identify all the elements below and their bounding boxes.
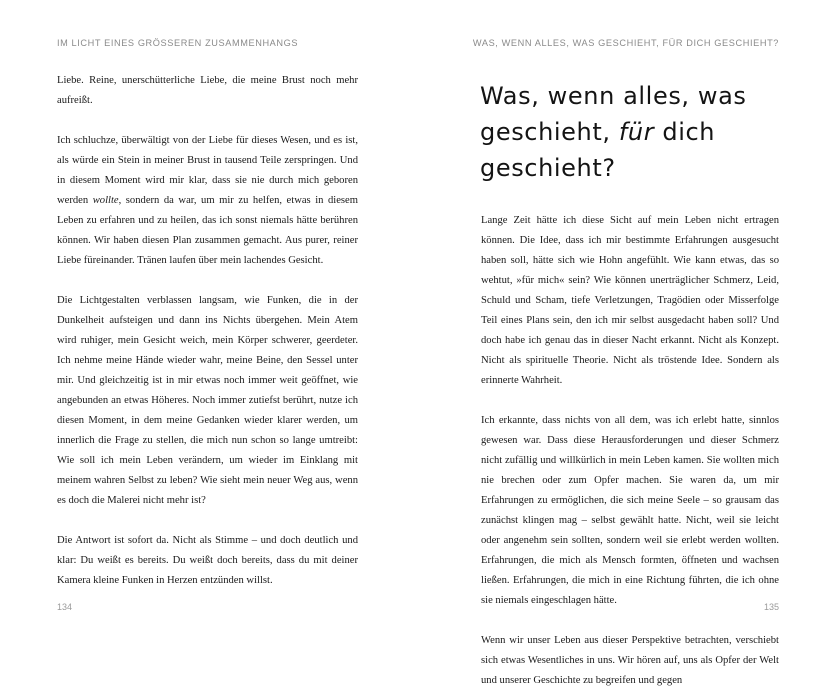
- paragraph: Lange Zeit hätte ich diese Sicht auf mein Leben nicht ertragen können. Die Idee, dass ich mir bestimmte Erfahrungen ausgesucht haben soll, hätte sich wie Hohn angefühlt. Wie kann etwas, das so wehtut, »für mich« sein? Wie können unerträglicher Schmerz, Leid, Schuld und Scham, tiefe Verletzungen, Tragödien oder Misserfolge Teil eines Plans sein, den ich mir selbst ausgedacht haben soll? Und doch habe ich genau das in dieser Nacht erkannt. Nicht als Konzept. Nicht als spirituelle Theorie. Nicht als tröstende Idee. Sondern als erinnerte Wahrheit.: [481, 215, 779, 386]
- left-body-text: [57, 71, 358, 591]
- chapter-title-line: geschieht?: [480, 154, 616, 182]
- chapter-title: [480, 78, 800, 186]
- page-number-right: 135: [763, 602, 779, 612]
- paragraph: Die Lichtgestalten verblassen langsam, wie Funken, die in der Dunkelheit aufsteigen und dann ins Nichts übergehen. Mein Atem wird ruhiger, mein Gesicht weich, mein Körper schwerer, geerdeter. Ich nehme meine Hände wieder wahr, meine Beine, den Sessel unter mir. Und gleichzeitig ist in mir etwas noch immer weit geöffnet, wie angebunden an etwas Höheres. Noch immer zutiefst berührt, nutze ich diesen Moment, in dem meine Gedanken wieder klarer werden, um innerlich die Frage zu stellen, die mich nun schon so lange umtreibt: Wie soll ich mein Leben verändern, um wieder im Einklang mit meinem wahren Selbst zu leben? Wie sieht mein neuer Weg aus, wenn es doch die Malerei nicht mehr ist?: [57, 295, 358, 506]
- paragraph-text: , sondern da war, um mir zu helfen, etwas in diesem Leben zu erfahren und zu heilen, das ich sonst niemals hätte berühren können. Wir haben diesen Plan zusammen gemacht. Aus purer, reiner Liebe füreinander. Tränen laufen über mein lachendes Gesicht.: [57, 195, 358, 266]
- chapter-title-line: Was, wenn alles, was: [480, 82, 747, 110]
- paragraph: Ich erkannte, dass nichts von all dem, was ich erlebt hatte, sinnlos gewesen war. Dass diese Herausforderungen und dieser Schmerz nicht zufällig und willkürlich in mein Leben kamen. Sie wollten mich nie brechen oder zum Opfer machen. Sie waren da, um mir Erfahrungen zu ermöglichen, die sich meine Seele – so grausam das zunächst klingen mag – selbst gewählt hatte. Nicht, weil sie leicht oder angenehm sein sollten, sondern weil sie erlebt werden wollten. Erfahrungen, die mich als Mensch formten, öffneten und wachsen ließen. Erfahrungen, die mich in eine Richtung führten, die ich ohne sie niemals eingeschlagen hätte.: [481, 415, 779, 606]
- chapter-title-line: geschieht,: [480, 118, 619, 146]
- paragraph: Liebe. Reine, unerschütterliche Liebe, die meine Brust noch mehr aufreißt.: [57, 75, 358, 106]
- running-head-left: IM LICHT EINES GRÖSSEREN ZUSAMMENHANGS: [57, 38, 299, 48]
- right-page: [417, 0, 833, 686]
- emphasis-text: wollte: [92, 195, 119, 206]
- chapter-title-line: dich: [654, 118, 716, 146]
- chapter-title-emphasis: für: [618, 118, 655, 146]
- left-page: [0, 0, 416, 648]
- right-body-text: [481, 211, 779, 691]
- paragraph: [57, 131, 358, 271]
- paragraph: Wenn wir unser Leben aus dieser Perspektive betrachten, verschiebt sich etwas Wesentliches in uns. Wir hören auf, uns als Opfer der Welt und unserer Geschichte zu begreifen und gegen: [481, 635, 779, 686]
- page-number-left: 134: [57, 602, 73, 612]
- paragraph-text: Ich schluchze, überwältigt von der Liebe für dieses Wesen, und es ist, als würde ein Stein in meiner Brust in tausend Teile zerspringen. Und in diesem Moment wird mir klar, dass sie nie durch mich geboren werden: [57, 135, 358, 206]
- running-head-right: WAS, WENN ALLES, WAS GESCHIEHT, FÜR DICH GESCHIEHT?: [472, 38, 779, 48]
- paragraph: Die Antwort ist sofort da. Nicht als Stimme – und doch deutlich und klar: Du weißt es bereits. Du weißt doch bereits, dass du mit deiner Kamera kleine Funken in Herzen entzünden willst.: [57, 535, 358, 586]
